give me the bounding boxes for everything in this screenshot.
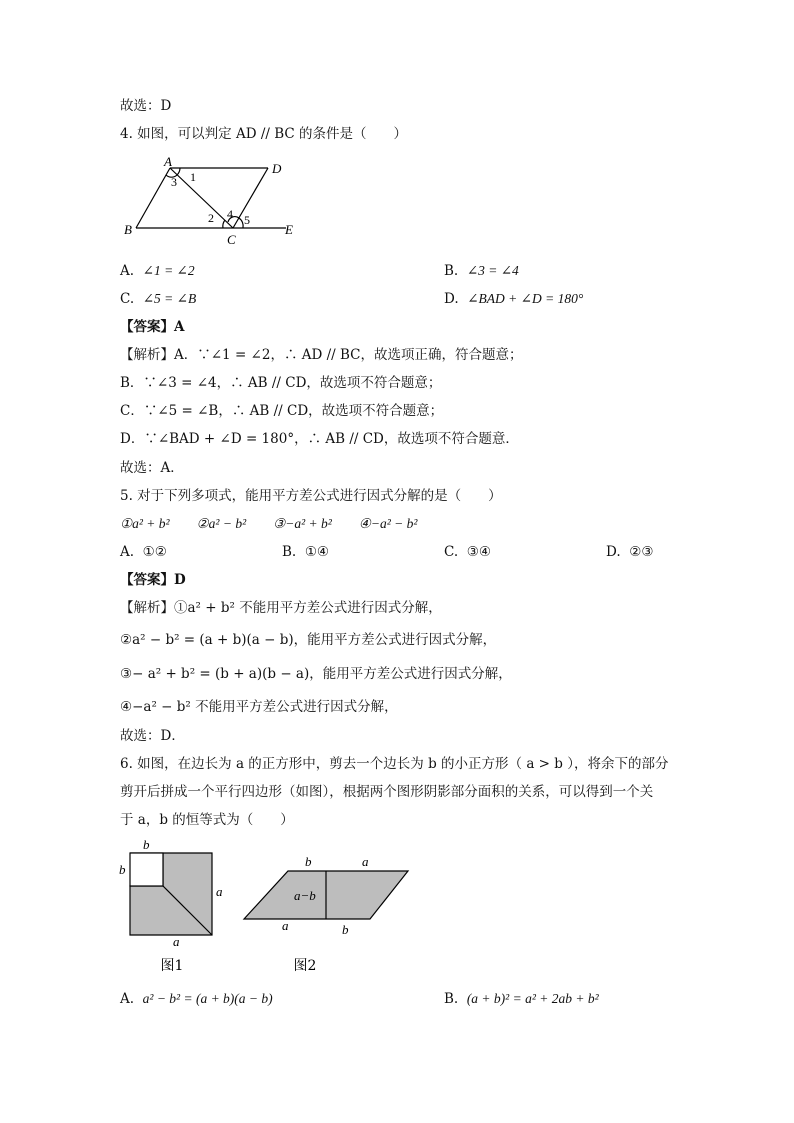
q5-analysis-3: ③− a² + b² = (b + a)(b − a)，能用平方差公式进行因式分解，	[120, 666, 512, 682]
q6-option-b[interactable]: B. (a + b)² = a² + 2ab + b²	[444, 991, 599, 1007]
q4-analysis-2: B．∵∠3 = ∠4，∴ AB // CD，故选项不符合题意；	[120, 375, 442, 391]
fig1-bottom-label: a	[173, 934, 180, 949]
q5-stem: 5. 对于下列多项式，能用平方差公式进行因式分解的是（ ）	[120, 488, 502, 504]
q4-analysis-4: D．∵∠BAD + ∠D = 180°，∴ AB // CD，故选项不符合题意．	[120, 431, 519, 447]
fig1-right-label: a	[216, 884, 223, 899]
q6-figure-1	[116, 836, 226, 976]
fig-angle-5: 5	[244, 213, 250, 227]
fig2-middle-label: a−b	[294, 888, 316, 903]
q4-option-b[interactable]: B. ∠3 = ∠4	[444, 263, 519, 279]
q3-choice: 故选：D	[120, 98, 172, 114]
q5-option-d[interactable]: D. ②③	[606, 544, 654, 560]
q4-analysis-3: C．∵∠5 = ∠B，∴ AB // CD，故选项不符合题意；	[120, 403, 444, 419]
q6-stem-2: 剪开后拼成一个平行四边形（如图），根据两个图形阴影部分面积的关系，可以得到一个关	[120, 784, 654, 800]
fig2-bottom-right-label: b	[342, 922, 349, 937]
q6-option-a[interactable]: A. a² − b² = (a + b)(a − b)	[120, 991, 273, 1007]
q5-option-c[interactable]: C. ③④	[444, 544, 491, 560]
fig-angle-3: 3	[171, 175, 177, 189]
q4-option-a[interactable]: A. ∠1 = ∠2	[120, 263, 195, 279]
fig2-caption: 图2	[293, 958, 317, 974]
q5-choice: 故选：D．	[120, 728, 185, 744]
fig2-top-right-label: a	[362, 854, 369, 869]
q5-analysis-1: 【解析】①a² + b² 不能用平方差公式进行因式分解，	[120, 600, 442, 616]
fig2-top-left-label: b	[305, 854, 312, 869]
fig2-bottom-left-label: a	[282, 918, 289, 933]
fig-label-C: C	[227, 232, 236, 247]
q4-stem: 4. 如图，可以判定 AD // BC 的条件是（ ）	[120, 126, 408, 142]
q6-stem-3: 于 a，b 的恒等式为（ ）	[120, 812, 294, 828]
fig-angle-1: 1	[190, 170, 196, 184]
q5-analysis-4: ④−a² − b² 不能用平方差公式进行因式分解，	[120, 699, 398, 715]
fig-label-D: D	[272, 161, 282, 176]
q6-figure-2	[238, 852, 418, 976]
q5-analysis-2: ②a² − b² = (a + b)(a − b)，能用平方差公式进行因式分解，	[120, 632, 497, 648]
fig1-top-label: b	[143, 837, 150, 852]
fig-label-B: B	[124, 222, 132, 237]
fig-label-A: A	[164, 154, 172, 169]
fig1-left-label: b	[119, 862, 126, 877]
fig1-caption: 图1	[160, 958, 184, 974]
q5-option-a[interactable]: A. ①②	[120, 544, 167, 560]
fig-angle-2: 2	[208, 211, 214, 225]
q6-stem-1: 6. 如图，在边长为 a 的正方形中，剪去一个边长为 b 的小正方形（ a > b ），将余下的部分	[120, 756, 669, 772]
q4-option-d[interactable]: D. ∠BAD + ∠D = 180°	[444, 291, 584, 307]
q4-option-c[interactable]: C. ∠5 = ∠B	[120, 291, 197, 307]
q5-items: ①a² + b² ②a² − b² ③−a² + b² ④−a² − b²	[120, 516, 418, 531]
q5-option-b[interactable]: B. ①④	[282, 544, 330, 560]
q4-analysis-1: 【解析】A．∵∠1 = ∠2，∴ AD // BC，故选项正确，符合题意；	[120, 347, 523, 363]
q5-answer: 【答案】D	[120, 572, 186, 588]
q4-choice: 故选：A．	[120, 460, 184, 476]
fig-angle-4: 4	[227, 207, 233, 221]
q4-figure	[118, 152, 308, 248]
q4-answer: 【答案】A	[120, 319, 185, 335]
fig-label-E: E	[285, 222, 293, 237]
